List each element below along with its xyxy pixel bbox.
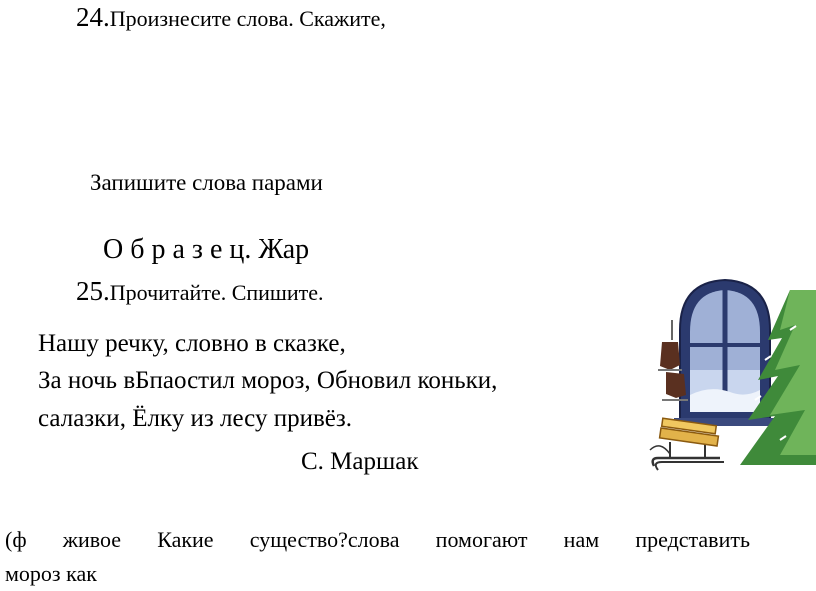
question-text bbox=[5, 523, 750, 591]
exercise-number: 25. bbox=[76, 276, 110, 306]
exercise-number: 24. bbox=[76, 2, 110, 32]
exercise-25 bbox=[76, 276, 324, 307]
exercise-24 bbox=[76, 2, 386, 33]
poem-author: С. Маршак bbox=[301, 448, 419, 475]
exercise-text: Прочитайте. Спишите. bbox=[109, 280, 324, 305]
question-line: (ф живое Какие существо?слова помогают нам представить bbox=[5, 527, 750, 552]
winter-window-tree-sled-icon bbox=[640, 270, 816, 485]
sample-line: О б р а з е ц. Жар bbox=[103, 234, 310, 265]
question-line: мороз как bbox=[5, 561, 97, 586]
poem-line: Нашу речку, словно в сказке, bbox=[38, 330, 346, 357]
instruction-pairs: Запишите слова парами bbox=[90, 170, 323, 195]
poem-line: салазки, Ёлку из лесу привёз. bbox=[38, 405, 352, 432]
exercise-text: Произнесите слова. Скажите, bbox=[109, 6, 386, 31]
poem-line: За ночь вБпаостил мороз, Обновил коньки, bbox=[38, 367, 498, 394]
